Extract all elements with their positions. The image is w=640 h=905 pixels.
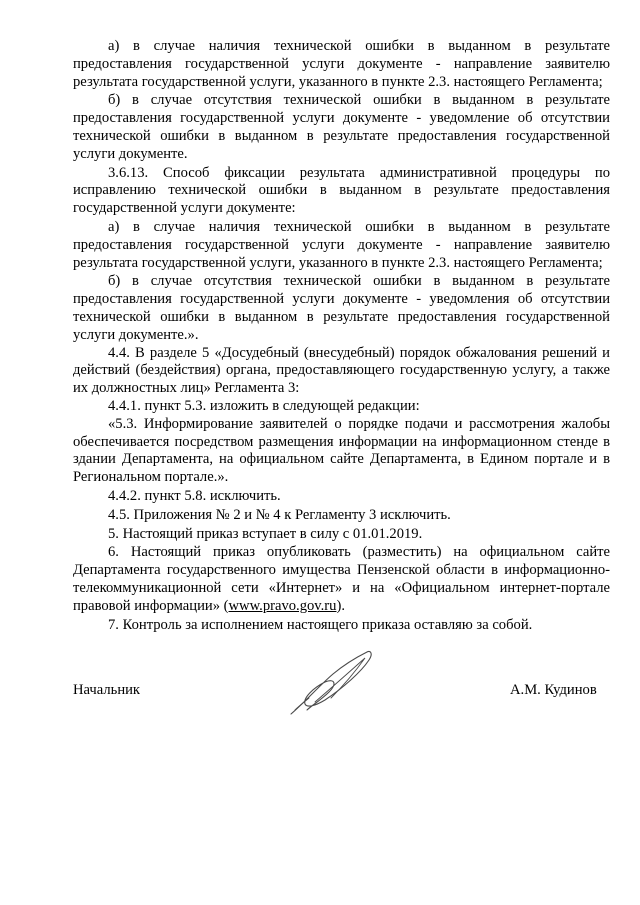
paragraph-4-4-1: 4.4.1. пункт 5.3. изложить в следующей редакции: xyxy=(108,397,420,414)
paragraph-3-6-13-b: б) в случае отсутствия технической ошибки в выданном в результате предоставления государственной услуги документе - уведомления об отсутствии технической ошибки в выданном в результате предоставления государственной услуги документе.». xyxy=(73,273,610,343)
signatory-name: А.М. Кудинов xyxy=(510,682,597,698)
paragraph-4-5: 4.5. Приложения № 2 и № 4 к Регламенту 3 исключить. xyxy=(108,506,451,523)
paragraph-3-6-12-b: б) в случае отсутствия технической ошибки в выданном в результате предоставления государственной услуги документе - уведомление об отсутствии технической ошибки в выданном в результате предоставления государственной услуги документе. xyxy=(73,92,610,162)
handwritten-signature xyxy=(285,648,380,720)
paragraph-6-text: 6. Настоящий приказ опубликовать (разместить) на официальном сайте Департамента государственного имущества Пензенской области в информационно-телекоммуникационной сети «Интернет» и на «Официальном интернет-портале правовой информации» ( xyxy=(73,544,610,614)
pravo-gov-link[interactable]: www.pravo.gov.ru xyxy=(228,597,337,614)
paragraph-7: 7. Контроль за исполнением настоящего приказа оставляю за собой. xyxy=(108,616,533,633)
paragraph-5: 5. Настоящий приказ вступает в силу с 01.01.2019. xyxy=(108,525,423,542)
paragraph-4-4-2: 4.4.2. пункт 5.8. исключить. xyxy=(108,487,281,504)
paragraph-6-tail: ). xyxy=(336,597,345,614)
paragraph-3-6-13: 3.6.13. Способ фиксации результата административной процедуры по исправлению технической ошибки в выданном в результате предоставления государственной услуги документе: xyxy=(73,164,610,217)
document-body xyxy=(73,38,610,634)
paragraph-3-6-13-a: а) в случае наличия технической ошибки в выданном в результате предоставления государственной услуги документе - направление заявителю результата государственной услуги, указанного в пункте 2.3. настоящего Регламента; xyxy=(73,218,610,271)
paragraph-3-6-12-a: а) в случае наличия технической ошибки в выданном в результате предоставления государственной услуги документе - направление заявителю результата государственной услуги, указанного в пункте 2.3. настоящего Регламента; xyxy=(73,38,610,90)
paragraph-5-3-text: «5.3. Информирование заявителей о порядке подачи и рассмотрения жалобы обеспечивается посредством размещения информации на информационном стенде в здании Департамента, на официальном сайте Департамента, в Едином портале и в Региональном портале.». xyxy=(73,415,610,486)
signatory-position: Начальник xyxy=(73,682,141,698)
paragraph-4-4: 4.4. В разделе 5 «Досудебный (внесудебный) порядок обжалования решений и действий (бездействия) органа, предоставляющего государственную услугу, а также их должностных лиц» Регламента 3: xyxy=(73,344,610,397)
paragraph-6 xyxy=(73,544,610,615)
